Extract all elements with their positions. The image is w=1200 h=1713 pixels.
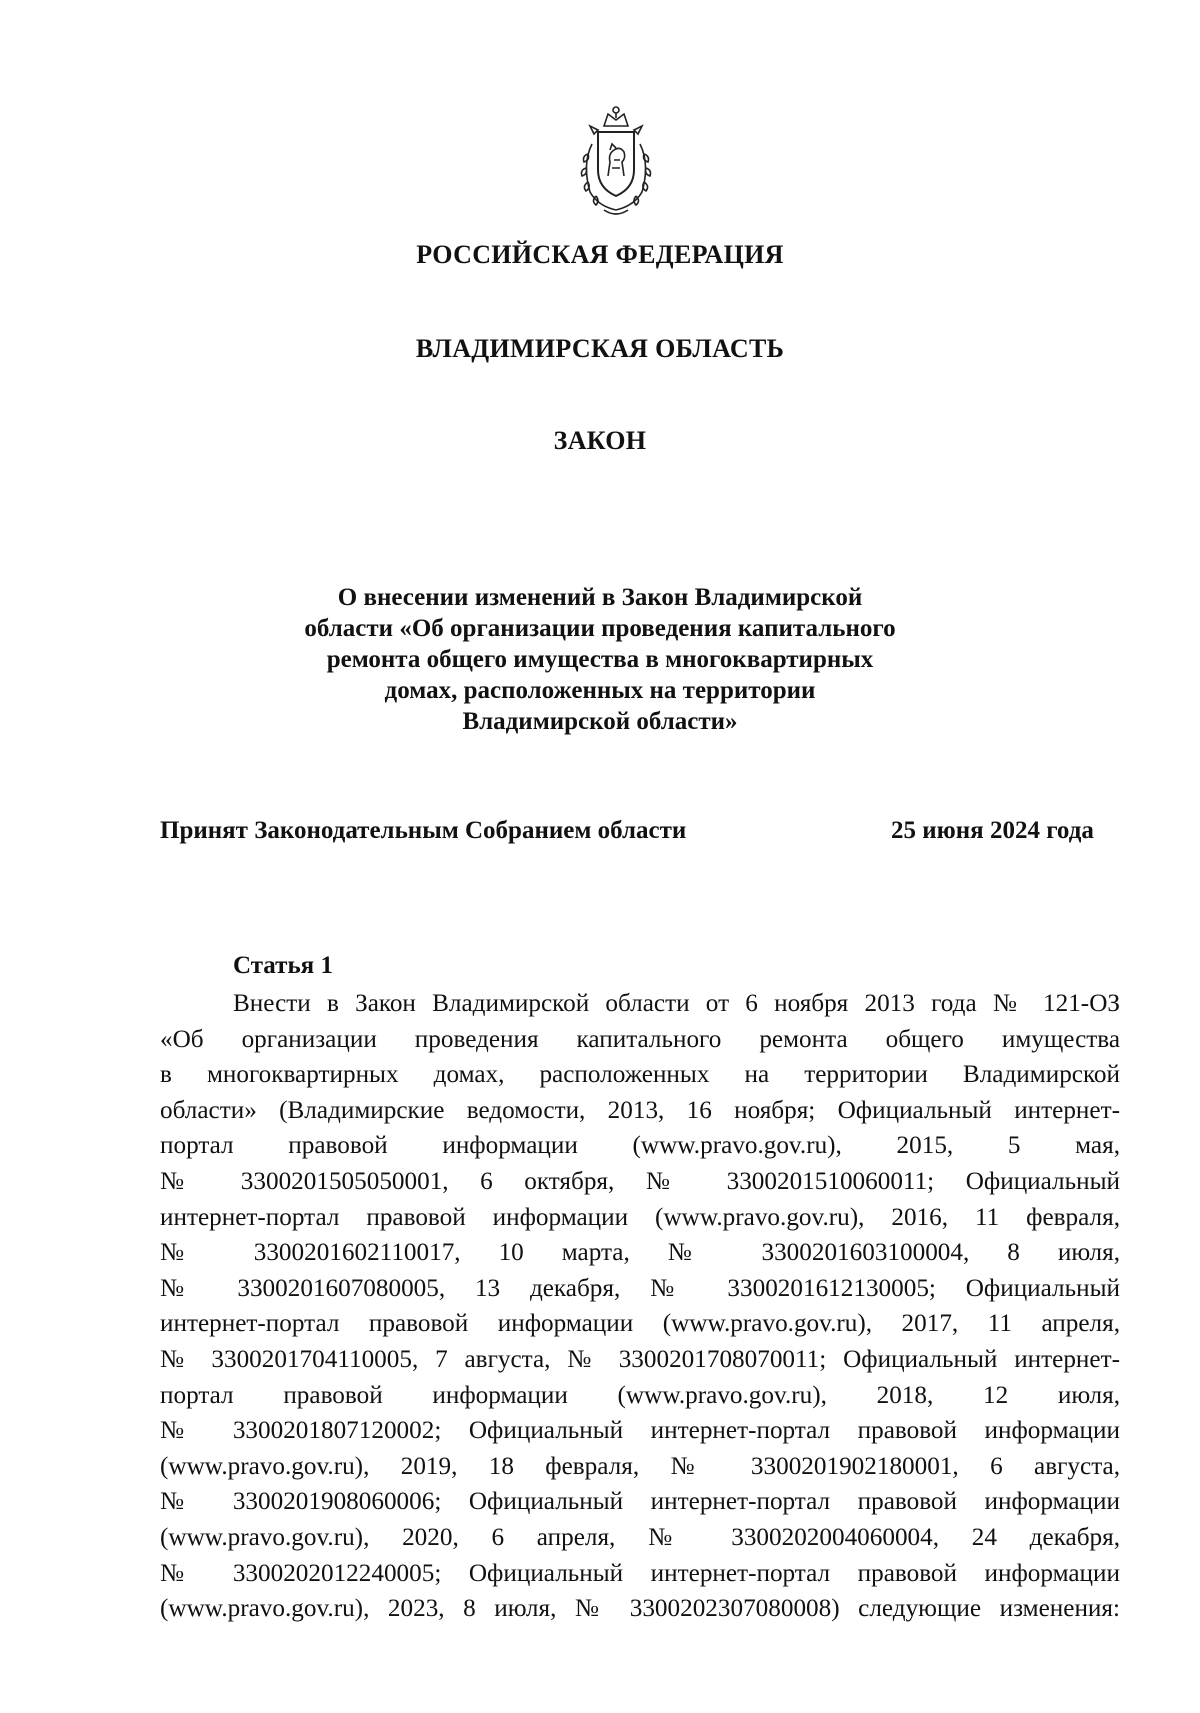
article-body-line: интернет-портал правовой информации (www.pravo.gov.ru), 2016, 11 февраля,: [160, 1203, 1120, 1231]
article-body-line: интернет-портал правовой информации (www.pravo.gov.ru), 2017, 11 апреля,: [160, 1310, 1120, 1338]
article-body-line: № 3300201807120002; Официальный интернет-портал правовой информации: [160, 1417, 1120, 1445]
article-body-line: в многоквартирных домах, расположенных на территории Владимирской: [160, 1061, 1120, 1089]
article-body-line: № 3300202012240005; Официальный интернет-портал правовой информации: [160, 1559, 1120, 1587]
article-body-line: области» (Владимирские ведомости, 2013, 16 ноября; Официальный интернет-: [160, 1096, 1120, 1124]
article-body-line: Внести в Закон Владимирской области от 6 ноября 2013 года № 121-ОЗ: [233, 990, 1120, 1017]
coat-of-arms-emblem: [568, 104, 664, 220]
article-body-line: № 3300201602110017, 10 марта, № 3300201603100004, 8 июля,: [160, 1239, 1120, 1267]
article-body-line: портал правовой информации (www.pravo.gov.ru), 2018, 12 июля,: [160, 1381, 1120, 1409]
article-title: Статья 1: [233, 952, 333, 979]
law-title-line: домах, расположенных на территории: [384, 677, 816, 704]
article-body-line: № 3300201505050001, 6 октября, № 3300201510060011; Официальный: [160, 1167, 1120, 1195]
law-title-line: О внесении изменений в Закон Владимирской: [337, 584, 863, 611]
adoption-label: Принят Законодательным Собранием области: [160, 817, 687, 844]
country-heading: РОССИЙСКАЯ ФЕДЕРАЦИЯ: [416, 240, 784, 269]
region-heading: ВЛАДИМИРСКАЯ ОБЛАСТЬ: [415, 334, 785, 363]
law-title-line: Владимирской области»: [462, 708, 738, 735]
article-body: [160, 986, 1120, 1627]
article-body-line: (www.pravo.gov.ru), 2020, 6 апреля, № 3300202004060004, 24 декабря,: [160, 1523, 1120, 1551]
law-title: [200, 582, 1000, 737]
article-body-line: (www.pravo.gov.ru), 2023, 8 июля, № 3300202307080008) следующие изменения:: [160, 1595, 1120, 1623]
article-body-line: (www.pravo.gov.ru), 2019, 18 февраля, № 3300201902180001, 6 августа,: [160, 1452, 1120, 1480]
law-title-line: области «Об организации проведения капитального: [304, 615, 896, 642]
article-body-line: портал правовой информации (www.pravo.gov.ru), 2015, 5 мая,: [160, 1132, 1120, 1160]
article-body-line: № 3300201607080005, 13 декабря, № 3300201612130005; Официальный: [160, 1274, 1120, 1302]
document-type-heading: ЗАКОН: [553, 426, 647, 455]
adoption-date: 25 июня 2024 года: [891, 817, 1094, 844]
article-body-line: № 3300201908060006; Официальный интернет-портал правовой информации: [160, 1488, 1120, 1516]
law-title-line: ремонта общего имущества в многоквартирных: [326, 646, 874, 673]
article-body-line: «Об организации проведения капитального ремонта общего имущества: [160, 1025, 1120, 1053]
article-body-line: № 3300201704110005, 7 августа, № 3300201708070011; Официальный интернет-: [160, 1345, 1120, 1373]
